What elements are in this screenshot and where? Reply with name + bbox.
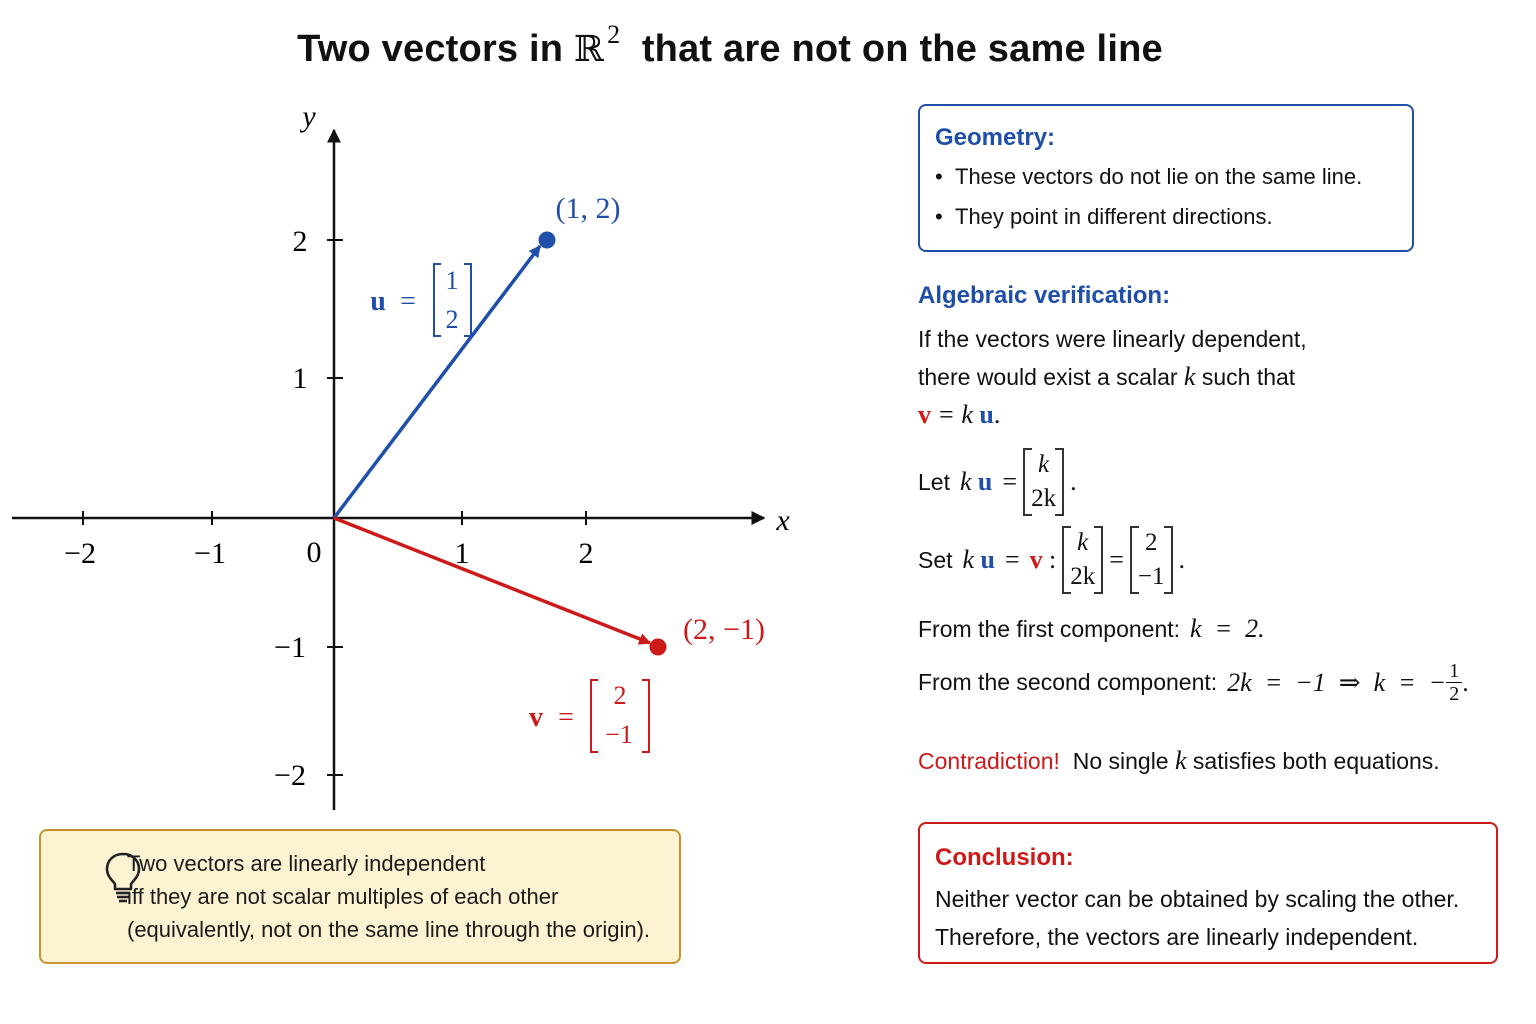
second-component-equation: 2k = −1 ⇒ k = − [1227,667,1447,697]
equals-sign: = [1002,467,1018,496]
y-tick-label: 1 [292,362,308,395]
lightbulb-icon [103,851,143,903]
vector-v-matrix-label [529,680,649,752]
conclusion-heading: Conclusion: [935,844,1074,871]
vector-u-name: u [370,286,386,317]
fraction-one-half [1446,660,1462,705]
conclusion-line: Therefore, the vectors are linearly independent. [935,924,1419,950]
first-component-label: From the first component: [918,615,1181,642]
scalar-k: k [962,545,975,574]
vector-u-tip-label: (1, 2) [555,192,621,225]
tip-line: iff they are not scalar multiples of each other [127,884,559,909]
title-prefix: Two vectors in [297,28,564,70]
vector-u-tip-point [539,232,556,249]
matrix-entry: k [1038,451,1050,478]
vector-u-component: 1 [445,266,459,295]
tip-line: Two vectors are linearly independent [127,851,486,876]
vector-v-tip-label: (2, −1) [683,613,765,646]
vector-v-tip-point [650,639,667,656]
second-component-row [918,660,1469,705]
vector-u-symbol: u [980,545,995,574]
geometry-box [918,104,1414,252]
contradiction-text: No single [1072,748,1169,774]
period: . [1178,545,1186,574]
scalar-k: k [959,467,972,496]
equation-middle: = k [937,400,973,429]
vector-v-symbol: v [918,400,931,429]
geometry-bullet: • These vectors do not lie on the same line. [935,164,1363,189]
x-tick-label: −2 [64,537,96,570]
second-component-label: From the second component: [918,669,1218,695]
set-right-matrix [1130,526,1173,594]
let-row [918,448,1077,516]
vector-v-name: v [529,702,543,733]
geometry-bullet-text: These vectors do not lie on the same line. [955,164,1363,189]
tip-box [39,829,681,964]
title-set-symbol: ℝ [573,29,605,70]
first-component-row [918,614,1265,644]
set-row [918,526,1185,594]
equals-sign: = [400,286,416,317]
title-set-exponent: 2 [607,20,621,49]
y-tick-label: −1 [274,631,306,664]
colon: : [1049,545,1057,574]
y-tick-label: −2 [274,759,306,792]
scalar-k: k [1183,362,1196,391]
contradiction-text: satisfies both equations. [1192,748,1440,774]
geometry-bullet-text: They point in different directions. [955,204,1273,229]
period: . [1462,667,1469,697]
geometry-heading: Geometry: [935,124,1056,151]
matrix-entry: 2k [1070,563,1096,590]
matrix-entry: k [1077,529,1089,556]
x-axis-label: x [776,504,790,537]
vector-u-symbol: u [977,467,993,496]
vector-v-component: 2 [613,681,627,710]
vector-u-arrow [334,246,540,518]
period: . [1070,467,1077,496]
geometry-bullet: • They point in different directions. [935,204,1273,229]
first-component-equation: k = 2. [1190,614,1265,643]
equals-sign: = [1109,545,1124,574]
scalar-k: k [1174,746,1187,775]
bracket-right [464,264,471,336]
vector-v-arrow [334,518,650,643]
contradiction-line [918,746,1440,776]
x-tick-label: 2 [578,537,594,570]
y-axis-label: y [302,100,316,133]
matrix-entry: 2 [1144,529,1158,556]
algebra-intro-line-2 [918,358,1518,396]
vector-v-component: −1 [605,720,633,749]
let-matrix [1023,448,1064,516]
tip-line: (equivalently, not on the same line through the origin). [127,917,651,942]
fraction-denominator: 2 [1449,683,1460,705]
matrix-entry: 2k [1031,485,1057,512]
vector-u-symbol: u [979,400,994,429]
algebra-intro-line-1: If the vectors were linearly dependent, [918,326,1307,352]
y-tick-label: 2 [292,225,308,258]
equals-sign: = [558,702,574,733]
algebraic-verification [918,282,1518,434]
dependence-equation [918,396,1518,434]
origin-label: 0 [306,536,322,569]
algebra-heading: Algebraic verification: [918,282,1171,309]
matrix-entry: −1 [1137,563,1165,590]
contradiction-word: Contradiction! [918,748,1060,774]
set-left-matrix [1062,526,1103,594]
equals-sign: = [1004,545,1020,574]
bracket-left [591,680,598,752]
bracket-right [642,680,649,752]
equation-end: . [993,400,1001,429]
let-label: Let [918,468,950,495]
set-label: Set [918,546,953,573]
conclusion-box [918,822,1498,964]
x-tick-label: −1 [194,537,226,570]
conclusion-line: Neither vector can be obtained by scaling the other. [935,886,1460,912]
vector-u-matrix-label [370,264,471,336]
algebra-intro-text: such that [1201,364,1296,390]
vector-v-symbol: v [1029,545,1043,574]
title-suffix: that are not on the same line [641,28,1163,70]
vector-u-component: 2 [445,305,459,334]
x-tick-label: 1 [454,537,470,570]
bracket-left [434,264,441,336]
fraction-numerator: 1 [1446,660,1462,683]
vector-plot [0,0,900,830]
algebra-intro-text: there would exist a scalar [918,364,1178,390]
